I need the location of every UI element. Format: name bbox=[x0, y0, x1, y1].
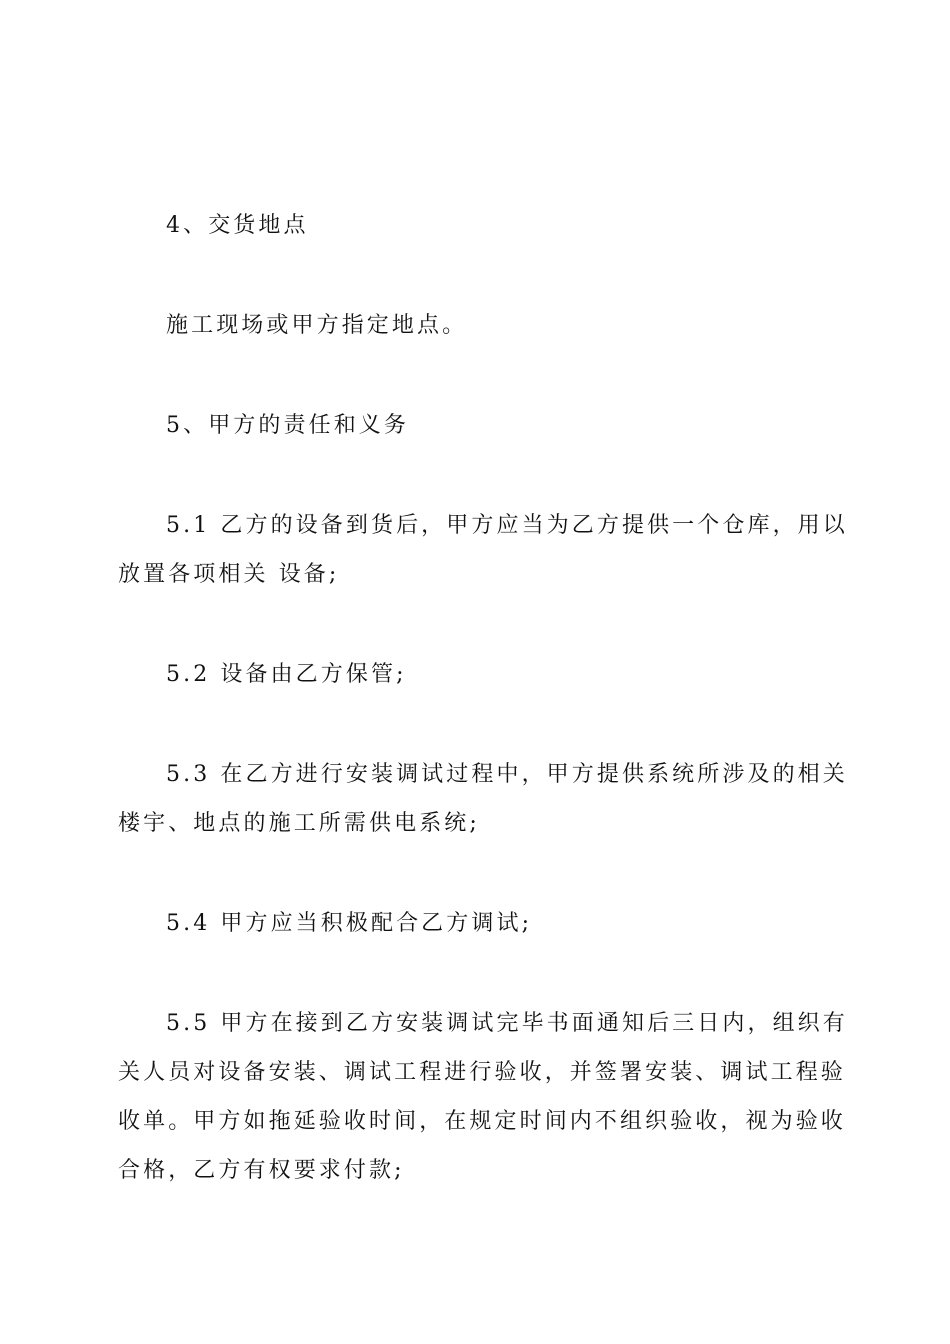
clause-5-5 bbox=[118, 999, 848, 1195]
clause-5-4 bbox=[118, 899, 838, 948]
text-line: 楼宇、地点的施工所需供电系统; bbox=[118, 811, 480, 836]
clause-5-2 bbox=[118, 650, 838, 699]
text-line: 放置各项相关 设备; bbox=[118, 562, 340, 587]
clause-5-3 bbox=[118, 750, 848, 848]
paragraph-delivery-location bbox=[118, 301, 838, 350]
text-line: 5.4 甲方应当积极配合乙方调试; bbox=[166, 911, 533, 936]
section-heading-delivery-location bbox=[118, 201, 838, 250]
section-heading-party-a-duties bbox=[118, 401, 838, 450]
text-line: 施工现场或甲方指定地点。 bbox=[166, 313, 468, 338]
text-line: 收单。甲方如拖延验收时间，在规定时间内不组织验收，视为验收 bbox=[118, 1109, 846, 1134]
text-line: 5、甲方的责任和义务 bbox=[166, 413, 409, 438]
text-line: 5.3 在乙方进行安装调试过程中，甲方提供系统所涉及的相关 bbox=[166, 762, 848, 787]
clause-5-1 bbox=[118, 501, 848, 599]
text-line: 关人员对设备安装、调试工程进行验收，并签署安装、调试工程验 bbox=[118, 1060, 846, 1085]
text-line: 5.5 甲方在接到乙方安装调试完毕书面通知后三日内，组织有 bbox=[166, 1011, 848, 1036]
text-line: 5.1 乙方的设备到货后，甲方应当为乙方提供一个仓库，用以 bbox=[166, 513, 848, 538]
text-line: 合格，乙方有权要求付款; bbox=[118, 1158, 405, 1183]
text-line: 4、交货地点 bbox=[166, 213, 309, 238]
text-line: 5.2 设备由乙方保管; bbox=[166, 662, 407, 687]
